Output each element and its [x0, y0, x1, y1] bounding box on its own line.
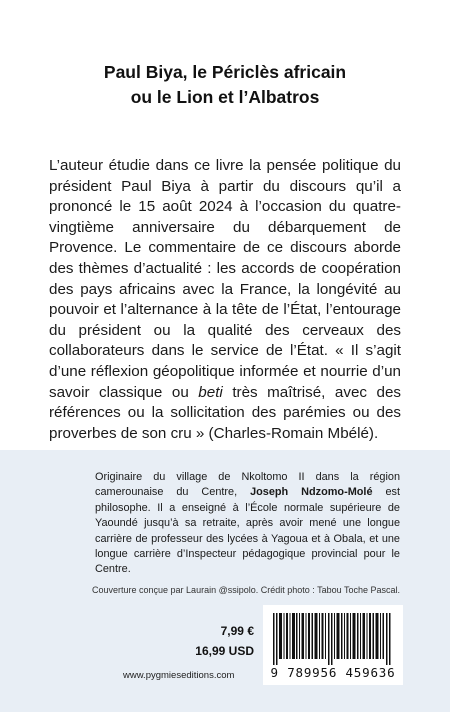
back-cover-summary: [49, 156, 401, 444]
summary-text-end: très maîtrisé, avec des références ou la sollicitation des parémies ou des proverbes de son cru » (Charles-Romain Mbélé).: [49, 383, 401, 442]
summary-text: L’auteur étudie dans ce livre la pensée politique du président Paul Biya à partir du discours qu’il a prononcé le 15 août 2024 à l’occasion du quatre-vingtième anniversaire du débarquement de Provence. Le commentaire de ce discours aborde des thèmes d’actualité : les accords de coopération des pays africains avec la France, la longévité au pouvoir et l’alternance à la tête de l’État, l’entourage du président ou la qualité des cerveaux des collaborateurs dans le service de l’État. « Il s’agit d’une réflexion géopolitique informée et nourrie d’un savoir classique ou: [49, 157, 401, 401]
isbn-barcode: [263, 605, 403, 685]
cover-credits: Couverture conçue par Laurain @ssipolo. Crédit photo : Tabou Toche Pascal.: [92, 585, 400, 595]
author-name: Joseph Ndzomo-Molé: [250, 486, 373, 499]
publisher-website: www.pygmieseditions.com: [123, 670, 235, 681]
summary-italic-word: beti: [198, 383, 223, 401]
author-bio: [95, 470, 400, 578]
title-line-1: Paul Biya, le Périclès africain: [103, 62, 347, 82]
barcode-bars: [273, 613, 393, 665]
bio-text-1: Originaire du village de Nkoltomo II dans la région camerounaise du Centre,: [95, 471, 400, 499]
isbn-digits: 9 789956 459636: [270, 665, 396, 680]
price-usd: 16,99 USD: [195, 644, 254, 658]
title-line-2: ou le Lion et l’Albatros: [130, 87, 320, 107]
price-eur: 7,99 €: [220, 624, 254, 638]
bio-text-2: est philosophe. Il a enseigné à l’École normale supérieure de Yaoundé jusqu’à sa retraite, après avoir mené une longue carrière de professeur des lycées à Yagoua et à Obala, et une longue carrière d’Inspecteur pédagogique provincial pour le Centre.: [95, 486, 401, 576]
book-title: [0, 60, 450, 110]
